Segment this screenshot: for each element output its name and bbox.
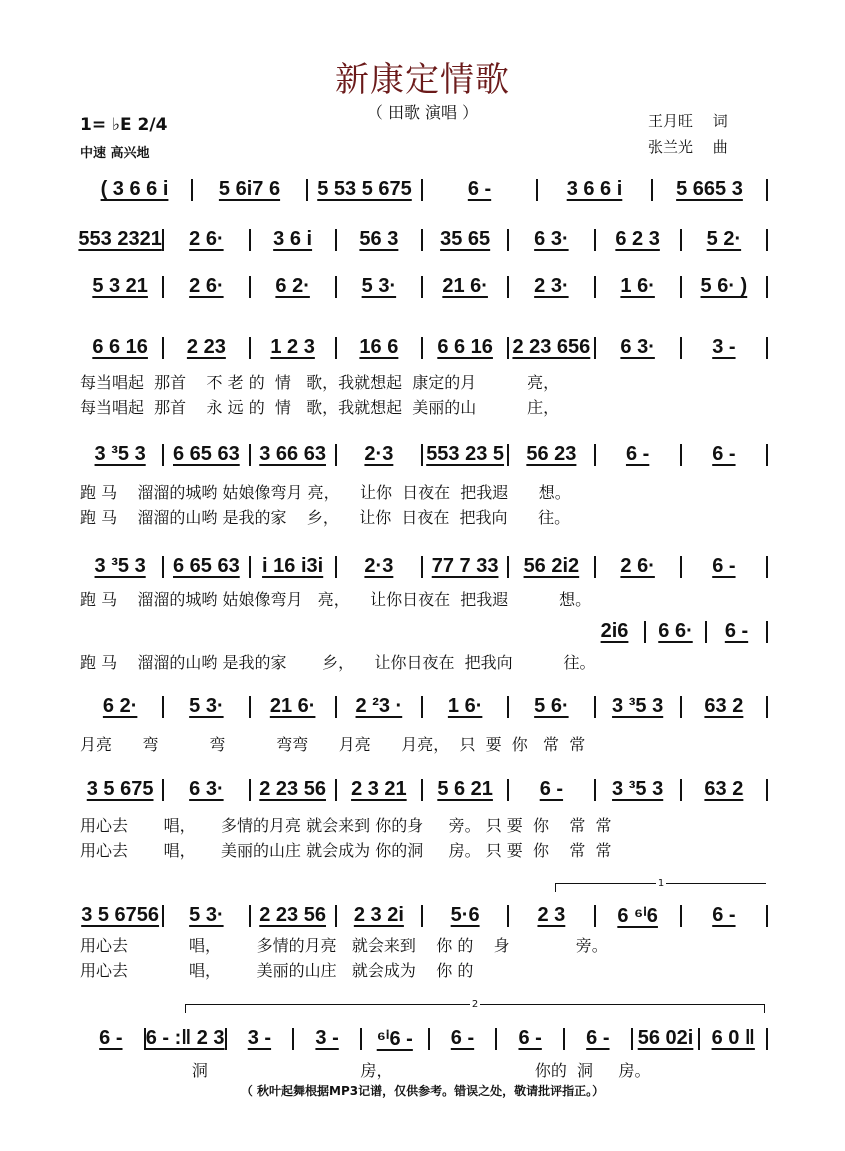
- measure: 3 66 63: [259, 443, 326, 465]
- measure: 2 23 56: [259, 904, 326, 926]
- staff-system: [78, 275, 768, 298]
- measure: 6 6·: [658, 620, 693, 642]
- measure: 6 2·: [275, 275, 310, 297]
- lyric-line: 跑 马 溜溜的山哟 是我的家 乡， 让你日夜在 把我向 往。: [80, 653, 596, 672]
- volta-1: 1: [555, 883, 766, 892]
- footer-note: （ 秋叶起舞根据MP3记谱，仅供参考。错误之处，敬请批评指正。）: [240, 1084, 605, 1098]
- measure: 2 23: [186, 336, 226, 358]
- lyric-line: 洞 房， 你的 洞 房。: [80, 1061, 651, 1080]
- measure: 3 -: [315, 1027, 339, 1049]
- measure: 1 2 3: [270, 336, 315, 358]
- staff-system: [78, 336, 768, 359]
- measure: 21 6·: [269, 695, 316, 717]
- measure: 2 6·: [620, 555, 655, 577]
- measure: 6 ⁶ⁱ6: [617, 905, 658, 927]
- measure: 6 3·: [189, 778, 224, 800]
- bar-line: [766, 905, 768, 927]
- tempo-marking: 中速 高兴地: [80, 146, 150, 161]
- measure: 6 0 ‖: [711, 1027, 755, 1049]
- performer: （ 田歌 演唱 ）: [366, 103, 479, 122]
- lyric-line: 用心去 唱， 多情的月亮 就会来到 你的身 旁。 只 要 你 常 常: [80, 816, 612, 835]
- measure: 6 - :‖ 2 3: [145, 1027, 225, 1049]
- measure: 6 6 16: [437, 336, 493, 358]
- measure: 5 6· ): [700, 275, 748, 297]
- measure: 3 ³5 3: [94, 555, 146, 577]
- measure: 6 2 3: [615, 228, 660, 250]
- key-signature: 1= ♭E 2/4: [80, 115, 168, 135]
- measure: 1 6·: [620, 275, 655, 297]
- measure: 6 -: [712, 555, 736, 577]
- measure: 5 6i7 6: [218, 178, 281, 200]
- measure: 3 5 6756: [81, 904, 160, 926]
- measure: 2 3: [537, 904, 566, 926]
- measure: ( 3 6 6 i: [100, 178, 169, 200]
- lyric-line: 用心去 唱， 多情的月亮 就会来到 你 的 身 旁。: [80, 936, 608, 955]
- measure: 2 3 21: [351, 778, 407, 800]
- measure: 6 -: [99, 1027, 123, 1049]
- bar-line: [766, 276, 768, 298]
- measure: 5 53 5 675: [317, 178, 412, 200]
- staff-system: [78, 1026, 768, 1051]
- lyric-line: 用心去 唱， 美丽的山庄 就会成为 你 的: [80, 961, 474, 980]
- measure: 6 65 63: [173, 443, 240, 465]
- measure: 2 3·: [534, 275, 569, 297]
- measure: 77 7 33: [431, 555, 499, 577]
- staff-system: [78, 903, 768, 928]
- measure: 5 3·: [189, 695, 224, 717]
- measure: 2 6·: [189, 228, 224, 250]
- measure: 6 3·: [534, 228, 569, 250]
- measure: 3 6 6 i: [566, 178, 623, 200]
- measure: 2 23 56: [259, 778, 326, 800]
- measure: 2i6: [600, 620, 629, 642]
- bar-line: [766, 229, 768, 251]
- bar-line: [766, 179, 768, 201]
- measure: 2·3: [364, 555, 394, 577]
- lyric-line: 跑 马 溜溜的城哟 姑娘像弯月 亮， 让你日夜在 把我遐 想。: [80, 590, 592, 609]
- bar-line: [766, 444, 768, 466]
- measure: 1 6·: [447, 695, 483, 717]
- volta-2: 2: [185, 1004, 765, 1013]
- measure: 6 -: [712, 904, 736, 926]
- lyric-line: 每当唱起 那首 不 老 的 情 歌，我就想起 康定的月 亮，: [80, 373, 560, 392]
- staff-system: [78, 695, 768, 718]
- measure: 2 6·: [189, 275, 224, 297]
- measure: 6 2·: [102, 695, 138, 717]
- measure: i 16 i3i: [262, 555, 324, 577]
- measure: 3 -: [712, 336, 736, 358]
- measure: 6 -: [586, 1027, 610, 1049]
- staff-system: [78, 443, 768, 466]
- measure: ⁶ⁱ6 -: [376, 1028, 413, 1050]
- composer: 张兰光 曲: [648, 138, 728, 156]
- measure: 56 2i2: [523, 555, 580, 577]
- bar-line: [766, 556, 768, 578]
- measure: 5 6·: [534, 695, 569, 717]
- measure: 6 -: [467, 178, 492, 200]
- measure: 6 65 63: [173, 555, 240, 577]
- measure: 3 ³5 3: [94, 443, 146, 465]
- measure: 3 ³5 3: [612, 778, 664, 800]
- measure: 2 ²3 ·: [355, 695, 403, 717]
- measure: 3 5 675: [86, 778, 154, 800]
- measure: 6 -: [518, 1027, 542, 1049]
- measure: 553 23 5: [426, 443, 505, 465]
- song-title: 新康定情歌: [335, 60, 510, 100]
- measure: 2 23 656: [512, 336, 591, 358]
- measure: 63 2: [704, 778, 744, 800]
- staff-system: [78, 178, 768, 201]
- bar-line: [766, 779, 768, 801]
- staff-system: [78, 555, 768, 578]
- measure: 553 2321: [78, 228, 162, 250]
- measure: 16 6: [359, 336, 399, 358]
- measure: 6 3·: [620, 336, 655, 358]
- measure: 35 65: [440, 228, 491, 250]
- staff-system: [78, 778, 768, 801]
- measure: 6 -: [712, 443, 736, 465]
- lyric-line: 跑 马 溜溜的山哟 是我的家 乡， 让你 日夜在 把我向 往。: [80, 508, 571, 527]
- measure: 5 3 21: [92, 275, 148, 297]
- measure: 21 6·: [442, 275, 488, 297]
- measure: 5 3·: [189, 904, 224, 926]
- bar-line: [766, 621, 768, 643]
- measure: 6 -: [450, 1027, 475, 1049]
- measure: 63 2: [704, 695, 744, 717]
- measure: 6 -: [625, 443, 650, 465]
- lyric-line: 跑 马 溜溜的城哟 姑娘像弯月 亮， 让你 日夜在 把我遐 想。: [80, 483, 571, 502]
- lyric-line: 月亮 弯 弯 弯弯 月亮 月亮， 只 要 你 常 常: [80, 735, 586, 754]
- staff-system: [78, 228, 768, 251]
- measure: 2·3: [364, 443, 394, 465]
- measure: 56 3: [359, 228, 399, 250]
- measure: 56 02i: [637, 1027, 694, 1049]
- bar-line: [766, 1028, 768, 1050]
- measure: 3 ³5 3: [612, 695, 664, 717]
- measure: 3 6 i: [273, 228, 313, 250]
- measure: 6 -: [724, 620, 749, 642]
- measure: 3 -: [247, 1027, 272, 1049]
- lyric-line: 每当唱起 那首 永 远 的 情 歌，我就想起 美丽的山 庄，: [80, 398, 560, 417]
- measure: 5 665 3: [676, 178, 743, 200]
- measure: 2 3 2i: [353, 904, 404, 926]
- lyricist: 王月旺 词: [648, 112, 728, 130]
- staff-system: [585, 620, 768, 643]
- measure: 56 23: [526, 443, 577, 465]
- measure: 6 6 16: [92, 336, 148, 358]
- bar-line: [766, 696, 768, 718]
- lyric-line: 用心去 唱， 美丽的山庄 就会成为 你的洞 房。 只 要 你 常 常: [80, 841, 612, 860]
- measure: 5 6 21: [437, 778, 493, 800]
- measure: 5·6: [450, 904, 480, 926]
- bar-line: [766, 337, 768, 359]
- measure: 6 -: [539, 778, 564, 800]
- measure: 5 2·: [706, 228, 742, 250]
- measure: 5 3·: [361, 275, 397, 297]
